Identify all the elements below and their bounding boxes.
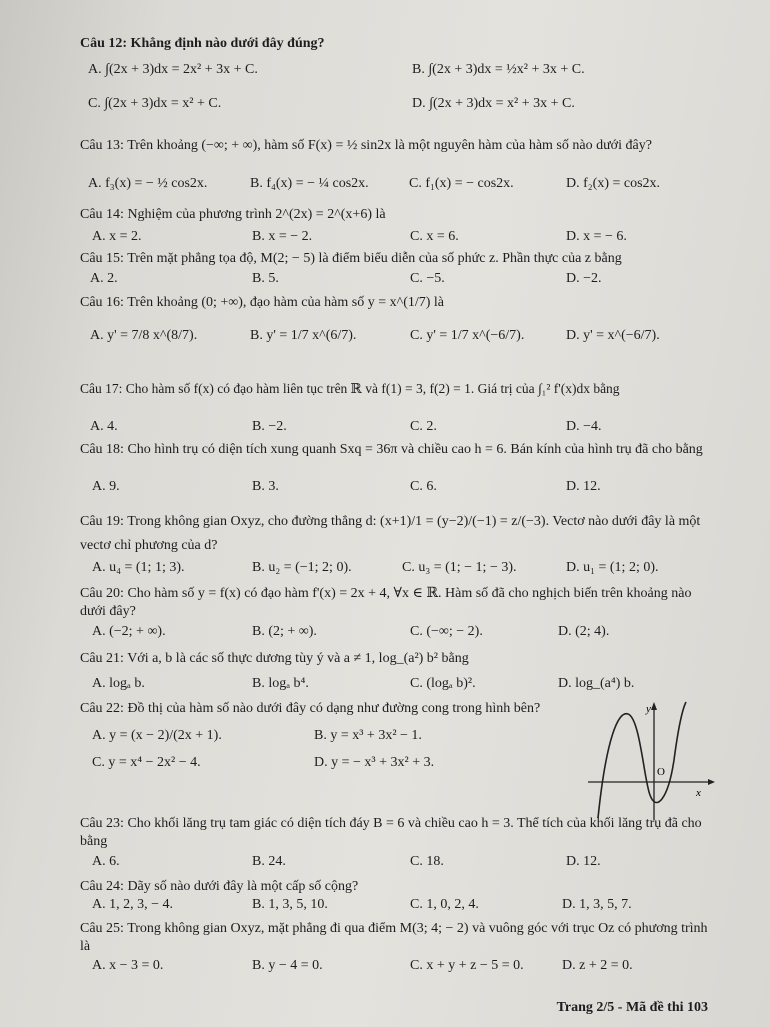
- option-b: B. ∫(2x + 3)dx = ½x² + 3x + C.: [412, 62, 585, 77]
- option-d: D. −2.: [566, 271, 602, 286]
- option-a: A. f₃(x) = − ½ cos2x.: [88, 176, 208, 191]
- option-a: A. 9.: [92, 479, 120, 494]
- question-title: Câu 19: Trong không gian Oxyz, cho đường thẳng d: (x+1)/1 = (y−2)/(−1) = z/(−3). Vectơ nào dưới đây là một vectơ chỉ phương của d?: [80, 514, 701, 553]
- question-title: Câu 23: Cho khối lăng trụ tam giác có diện tích đáy B = 6 và chiều cao h = 3. Thể tích của khối lăng trụ đã cho bằng: [80, 816, 702, 849]
- question-14: [80, 206, 720, 224]
- option-d: D. log_(a⁴) b.: [558, 676, 635, 691]
- question-15: [80, 250, 720, 268]
- option-c: C. x + y + z − 5 = 0.: [410, 958, 524, 973]
- option-a: A. 6.: [92, 854, 120, 869]
- option-a: A. 2.: [90, 271, 118, 286]
- option-b: B. y' = 1/7 x^(6/7).: [250, 328, 357, 343]
- option-b: B. x = − 2.: [252, 229, 313, 244]
- option-d: D. 1, 3, 5, 7.: [562, 897, 632, 912]
- option-a: A. ∫(2x + 3)dx = 2x² + 3x + C.: [88, 62, 258, 77]
- option-a: A. u₄ = (1; 1; 3).: [92, 560, 185, 575]
- option-b: B. 24.: [252, 854, 286, 869]
- option-d: D. f₂(x) = cos2x.: [566, 176, 661, 191]
- question-13: [80, 137, 720, 155]
- option-b: B. 3.: [252, 479, 279, 494]
- question-16: [80, 294, 720, 312]
- option-b: B. y − 4 = 0.: [252, 958, 323, 973]
- page-footer: Trang 2/5 - Mã đề thi 103: [556, 1000, 708, 1015]
- origin-label: O: [657, 766, 665, 778]
- option-a: A. (−2; + ∞).: [92, 624, 166, 639]
- option-c: C. 6.: [410, 479, 437, 494]
- question-24: [80, 878, 720, 896]
- option-c: C. 1, 0, 2, 4.: [410, 897, 479, 912]
- option-d: D. u₁ = (1; 2; 0).: [566, 560, 659, 575]
- question-title: Câu 24: Dãy số nào dưới đây là một cấp số cộng?: [80, 879, 359, 894]
- option-b: B. 5.: [252, 271, 279, 286]
- question-title: Câu 22: Đồ thị của hàm số nào dưới đây có dạng như đường cong trong hình bên?: [80, 701, 541, 716]
- question-18: [80, 441, 720, 459]
- option-b: B. 1, 3, 5, 10.: [252, 897, 328, 912]
- option-a: A. logₐ b.: [92, 676, 145, 691]
- question-20: [80, 585, 720, 621]
- option-d: D. x = − 6.: [566, 229, 627, 244]
- option-d: D. y = − x³ + 3x² + 3.: [314, 755, 435, 770]
- question-21: [80, 650, 720, 668]
- question-title: Câu 21: Với a, b là các số thực dương tùy ý và a ≠ 1, log_(a²) b² bằng: [80, 651, 469, 666]
- option-c: C. −5.: [410, 271, 445, 286]
- option-b: B. f₄(x) = − ¼ cos2x.: [250, 176, 369, 191]
- option-c: C. f₁(x) = − cos2x.: [409, 176, 514, 191]
- option-d: D. −4.: [566, 419, 602, 434]
- option-c: C. y' = 1/7 x^(−6/7).: [410, 328, 525, 343]
- x-axis-label: x: [696, 787, 701, 799]
- option-b: B. u₂ = (−1; 2; 0).: [252, 560, 352, 575]
- option-b: B. logₐ b⁴.: [252, 676, 309, 691]
- option-b: B. (2; + ∞).: [252, 624, 317, 639]
- option-a: A. 4.: [90, 419, 118, 434]
- option-c: C. 2.: [410, 419, 437, 434]
- x-axis-arrow-icon: [708, 779, 715, 785]
- option-c: C. 18.: [410, 854, 444, 869]
- option-b: B. −2.: [252, 419, 287, 434]
- question-title: Câu 14: Nghiệm của phương trình 2^(2x) = 2^(x+6) là: [80, 207, 386, 222]
- question-25: [80, 920, 720, 956]
- option-c: C. (−∞; − 2).: [410, 624, 483, 639]
- cubic-graph: [588, 700, 718, 825]
- question-23: [80, 815, 720, 851]
- option-d: D. 12.: [566, 854, 601, 869]
- curve: [598, 702, 686, 818]
- question-12: [80, 35, 720, 53]
- question-17: [80, 380, 720, 398]
- option-d: D. z + 2 = 0.: [562, 958, 633, 973]
- question-19: [80, 510, 720, 558]
- question-title: Câu 17: Cho hàm số f(x) có đạo hàm liên tục trên ℝ và f(1) = 3, f(2) = 1. Giá trị của ∫₁² f'(x)dx bằng: [80, 381, 620, 396]
- option-b: B. y = x³ + 3x² − 1.: [314, 728, 422, 743]
- option-d: D. y' = x^(−6/7).: [566, 328, 660, 343]
- option-a: A. x − 3 = 0.: [92, 958, 164, 973]
- option-c: C. u₃ = (1; − 1; − 3).: [402, 560, 517, 575]
- question-title: Câu 18: Cho hình trụ có diện tích xung quanh Sxq = 36π và chiều cao h = 6. Bán kính của hình trụ đã cho bằng: [80, 442, 703, 457]
- option-d: D. 12.: [566, 479, 601, 494]
- y-axis-arrow-icon: [651, 702, 657, 710]
- question-title: Câu 20: Cho hàm số y = f(x) có đạo hàm f'(x) = 2x + 4, ∀x ∈ ℝ. Hàm số đã cho nghịch biến trên khoảng nào dưới đây?: [80, 586, 692, 619]
- question-title: Câu 15: Trên mặt phẳng tọa độ, M(2; − 5) là điểm biểu diễn của số phức z. Phần thực của z bằng: [80, 251, 622, 266]
- option-a: A. 1, 2, 3, − 4.: [92, 897, 174, 912]
- option-c: C. y = x⁴ − 2x² − 4.: [92, 755, 201, 770]
- option-c: C. ∫(2x + 3)dx = x² + C.: [88, 96, 222, 111]
- option-c: C. (logₐ b)².: [410, 676, 476, 691]
- y-axis-label: y: [646, 703, 651, 715]
- question-title: Câu 13: Trên khoảng (−∞; + ∞), hàm số F(x) = ½ sin2x là một nguyên hàm của hàm số nào dưới đây?: [80, 138, 652, 153]
- option-a: A. y' = 7/8 x^(8/7).: [90, 328, 198, 343]
- question-title: Câu 12: Khẳng định nào dưới đây đúng?: [80, 36, 325, 51]
- option-a: A. y = (x − 2)/(2x + 1).: [92, 728, 222, 743]
- question-title: Câu 25: Trong không gian Oxyz, mặt phẳng đi qua điểm M(3; 4; − 2) và vuông góc với trục Oz có phương trình là: [80, 921, 708, 954]
- question-title: Câu 16: Trên khoảng (0; +∞), đạo hàm của hàm số y = x^(1/7) là: [80, 295, 445, 310]
- option-d: D. (2; 4).: [558, 624, 610, 639]
- option-d: D. ∫(2x + 3)dx = x² + 3x + C.: [412, 96, 575, 111]
- option-c: C. x = 6.: [410, 229, 459, 244]
- option-a: A. x = 2.: [92, 229, 142, 244]
